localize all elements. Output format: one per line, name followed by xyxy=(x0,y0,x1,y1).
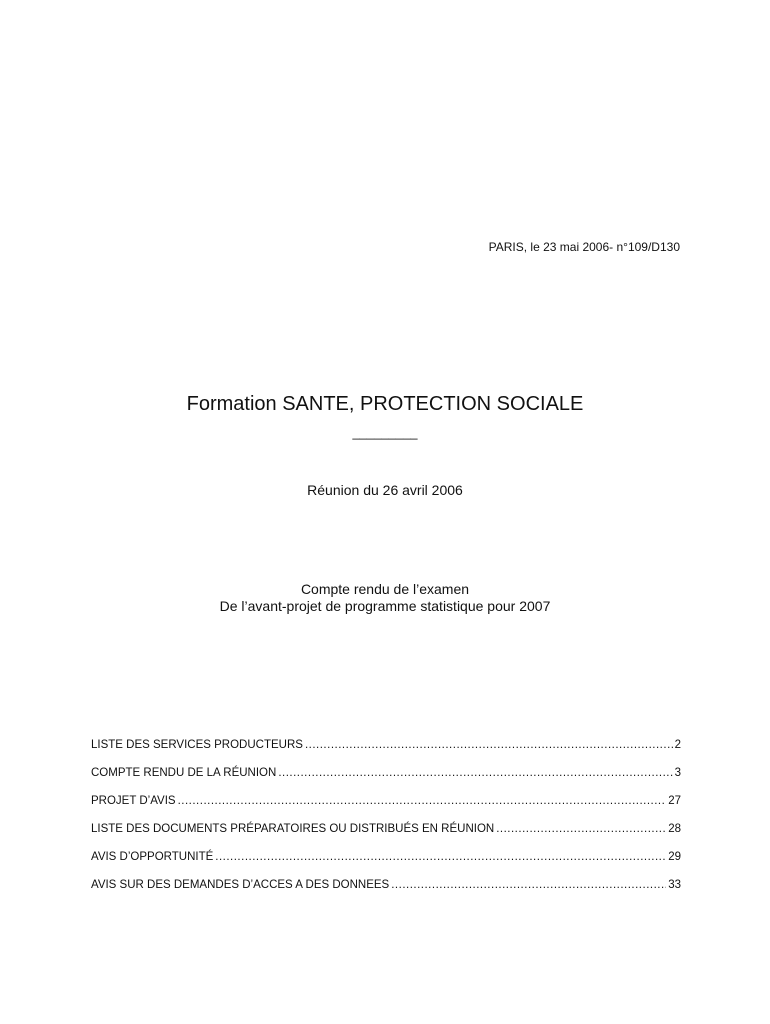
toc-leader-dots xyxy=(215,851,666,863)
toc-entry-label: AVIS SUR DES DEMANDES D’ACCES A DES DONNEES xyxy=(91,879,390,891)
toc-leader-dots xyxy=(496,823,666,835)
document-title: Formation SANTE, PROTECTION SOCIALE xyxy=(186,393,584,415)
toc-entry[interactable] xyxy=(91,739,681,767)
toc-entry[interactable] xyxy=(91,823,681,851)
toc-entry[interactable] xyxy=(91,851,681,879)
toc-entry-page: 33 xyxy=(668,879,681,891)
document-subtitle xyxy=(0,581,770,615)
toc-entry-label: PROJET D’AVIS xyxy=(91,795,176,807)
toc-leader-dots xyxy=(278,767,672,779)
toc-entry[interactable] xyxy=(91,795,681,823)
toc-entry-page: 27 xyxy=(668,795,681,807)
toc-entry-page: 28 xyxy=(668,823,681,835)
toc-leader-dots xyxy=(178,795,667,807)
subtitle-line-2: De l’avant-projet de programme statistique pour 2007 xyxy=(219,598,551,614)
toc-entry-page: 3 xyxy=(674,767,681,779)
toc-entry[interactable] xyxy=(91,879,681,907)
toc-entry-page: 29 xyxy=(668,851,681,863)
toc-entry-page: 2 xyxy=(674,739,681,751)
toc-leader-dots xyxy=(305,739,673,751)
toc-entry-label: LISTE DES SERVICES PRODUCTEURS xyxy=(91,739,303,751)
subtitle-line-1: Compte rendu de l’examen xyxy=(300,581,470,597)
title-separator: _________ xyxy=(352,425,418,440)
toc-leader-dots xyxy=(391,879,666,891)
table-of-contents xyxy=(91,739,681,907)
toc-entry[interactable] xyxy=(91,767,681,795)
toc-entry-label: COMPTE RENDU DE LA RÉUNION xyxy=(91,767,277,779)
toc-entry-label: LISTE DES DOCUMENTS PRÉPARATOIRES OU DISTRIBUÉS EN RÉUNION xyxy=(91,823,495,835)
meeting-date: Réunion du 26 avril 2006 xyxy=(307,482,463,498)
toc-entry-label: AVIS D’OPPORTUNITÉ xyxy=(91,851,214,863)
reference-line: PARIS, le 23 mai 2006- n°109/D130 xyxy=(488,240,680,254)
